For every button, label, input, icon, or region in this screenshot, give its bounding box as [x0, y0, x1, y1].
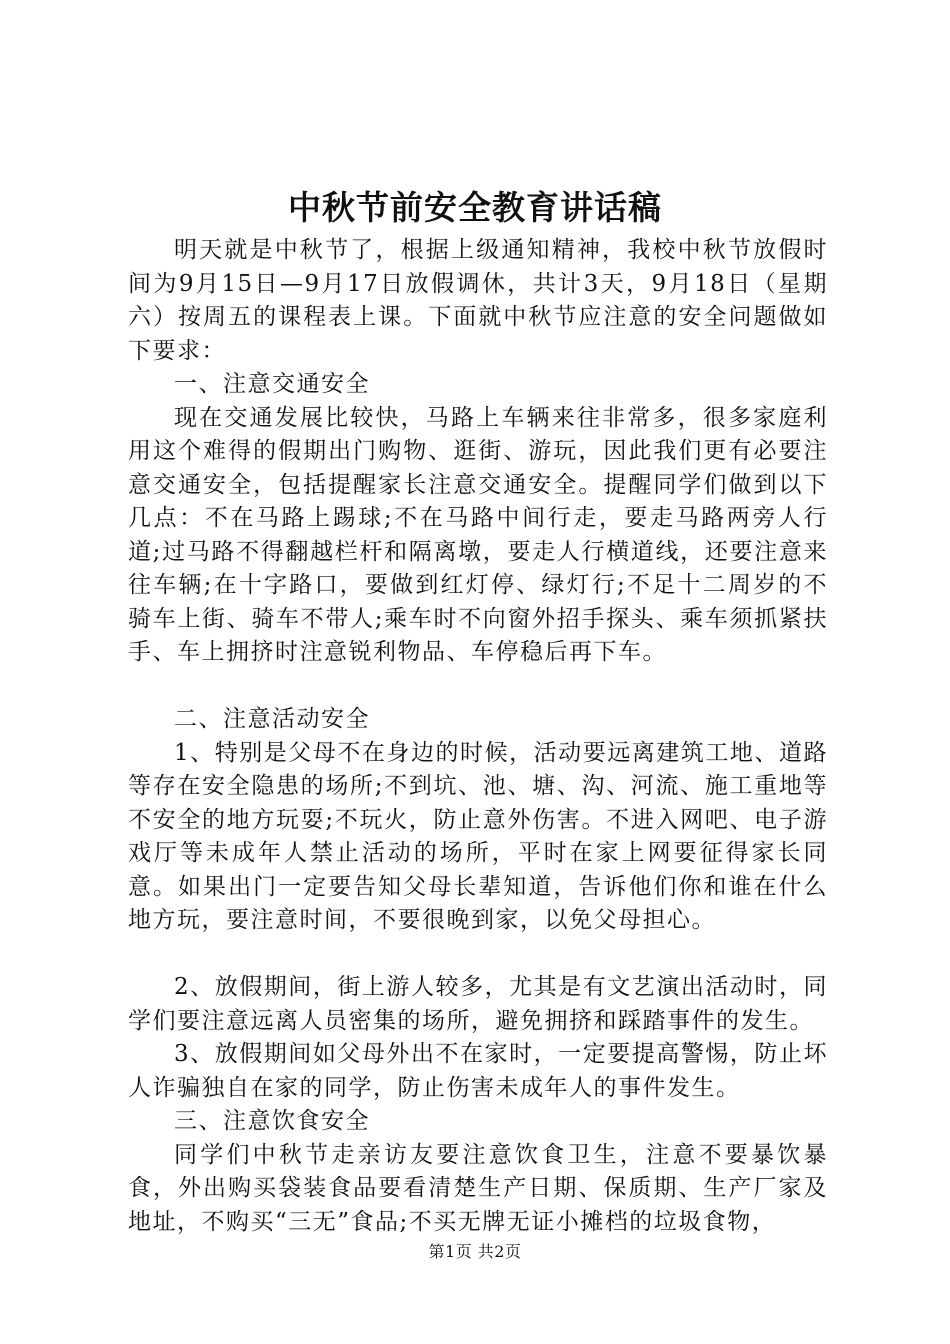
- document-title: 中秋节前安全教育讲话稿: [288, 188, 662, 227]
- section-heading-activity: 二、注意活动安全: [174, 706, 370, 732]
- activity-paragraph-3: 3、放假期间如父母外出不在家时，一定要提高警惕，防止坏人诈骗独自在家的同学，防止伤害未成年人的事件发生。: [128, 1041, 828, 1101]
- document-body: [128, 234, 828, 1239]
- food-paragraph: 同学们中秋节走亲访友要注意饮食卫生，注意不要暴饮暴食，外出购买袋装食品要看清楚生产日期、保质期、生产厂家及地址，不购买“三无”食品;不买无牌无证小摊档的垃圾食物，: [128, 1141, 828, 1235]
- activity-paragraph-1: 1、特别是父母不在身边的时候，活动要远离建筑工地、道路等存在安全隐患的场所;不到坑、池、塘、沟、河流、施工重地等不安全的地方玩耍;不玩火，防止意外伤害。不进入网吧、电子游戏厅等未成年人禁止活动的场所，平时在家上网要征得家长同意。如果出门一定要告知父母长辈知道，告诉他们你和谁在什么地方玩，要注意时间，不要很晚到家，以免父母担心。: [128, 739, 828, 933]
- traffic-paragraph: 现在交通发展比较快，马路上车辆来往非常多，很多家庭利用这个难得的假期出门购物、逛街、游玩，因此我们更有必要注意交通安全，包括提醒家长注意交通安全。提醒同学们做到以下几点：不在马路上踢球;不在马路中间行走，要走马路两旁人行道;过马路不得翻越栏杆和隔离墩，要走人行横道线，还要注意来往车辆;在十字路口，要做到红灯停、绿灯行;不足十二周岁的不骑车上街、骑车不带人;乘车时不向窗外招手探头、乘车须抓紧扶手、车上拥挤时注意锐利物品、车停稳后再下车。: [128, 404, 828, 665]
- section-heading-food: 三、注意饮食安全: [174, 1108, 370, 1134]
- page-footer: 第1页 共2页: [428, 1242, 522, 1261]
- activity-paragraph-2: 2、放假期间，街上游人较多，尤其是有文艺演出活动时，同学们要注意远离人员密集的场所，避免拥挤和踩踏事件的发生。: [128, 974, 828, 1034]
- section-heading-traffic: 一、注意交通安全: [174, 371, 370, 397]
- intro-paragraph: 明天就是中秋节了，根据上级通知精神，我校中秋节放假时间为9月15日—9月17日放假调休，共计3天，9月18日（星期六）按周五的课程表上课。下面就中秋节应注意的安全问题做如下要求：: [128, 237, 828, 364]
